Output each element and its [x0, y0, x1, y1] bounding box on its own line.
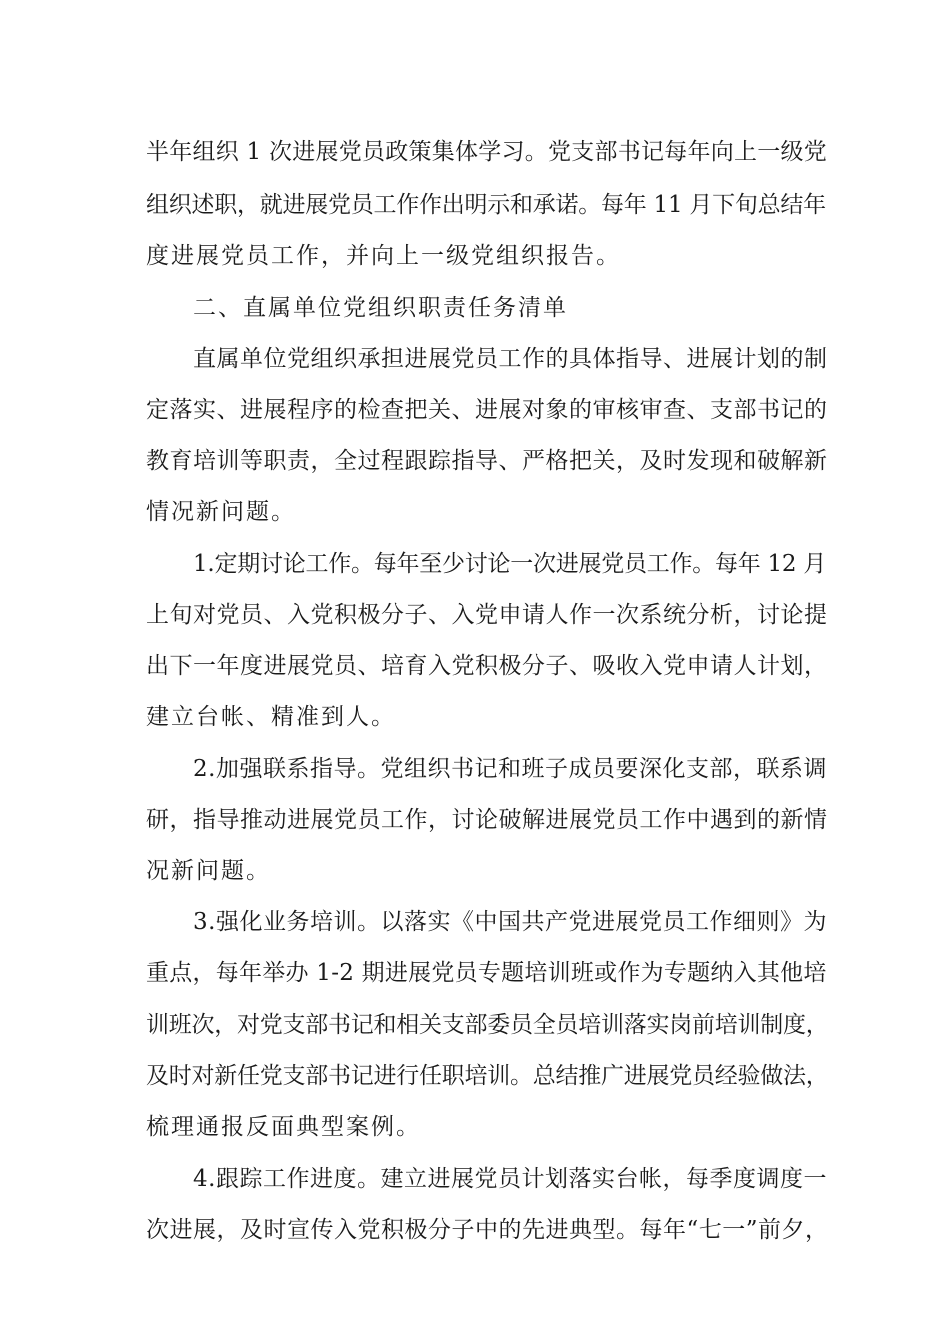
body-text-line: 研，指导推动进展党员工作，讨论破解进展党员工作中遇到的新情: [146, 807, 828, 833]
body-text-line: 出下一年度进展党员、培育入党积极分子、吸收入党申请人计划，: [146, 653, 828, 679]
list-item-line: 2.加强联系指导。党组织书记和班子成员要深化支部，联系调: [193, 756, 827, 782]
body-text-line: 上旬对党员、入党积极分子、入党申请人作一次系统分析，讨论提: [146, 602, 828, 628]
section-heading: 二、直属单位党组织职责任务清单: [193, 295, 568, 321]
body-text-line: 况新问题。: [146, 858, 271, 884]
body-text-line: 重点，每年举办 1-2 期进展党员专题培训班或作为专题纳入其他培: [146, 960, 827, 986]
body-text-line: 次进展，及时宣传入党积极分子中的先进典型。每年“七一”前夕，: [146, 1217, 829, 1243]
list-item-line: 1.定期讨论工作。每年至少讨论一次进展党员工作。每年 12 月: [193, 551, 827, 577]
body-text-line: 训班次，对党支部书记和相关支部委员全员培训落实岗前培训制度，: [146, 1012, 829, 1038]
body-text-line: 情况新问题。: [146, 499, 296, 525]
body-text-line: 半年组织 1 次进展党员政策集体学习。党支部书记每年向上一级党: [146, 139, 828, 165]
body-text-line: 组织述职，就进展党员工作作出明示和承诺。每年 11 月下旬总结年: [146, 192, 826, 218]
body-text-line: 直属单位党组织承担进展党员工作的具体指导、进展计划的制: [193, 346, 828, 372]
list-item-line: 4.跟踪工作进度。建立进展党员计划落实台帐，每季度调度一: [193, 1166, 827, 1192]
body-text-line: 定落实、进展程序的检查把关、进展对象的审核审查、支部书记的: [146, 397, 828, 423]
list-item-line: 3.强化业务培训。以落实《中国共产党进展党员工作细则》为: [193, 909, 827, 935]
body-text-line: 建立台帐、精准到人。: [146, 704, 396, 730]
body-text-line: 及时对新任党支部书记进行任职培训。总结推广进展党员经验做法，: [146, 1063, 829, 1089]
body-text-line: 教育培训等职责，全过程跟踪指导、严格把关，及时发现和破解新: [146, 448, 828, 474]
body-text-line: 梳理通报反面典型案例。: [146, 1114, 421, 1140]
body-text-line: 度进展党员工作，并向上一级党组织报告。: [146, 243, 621, 269]
